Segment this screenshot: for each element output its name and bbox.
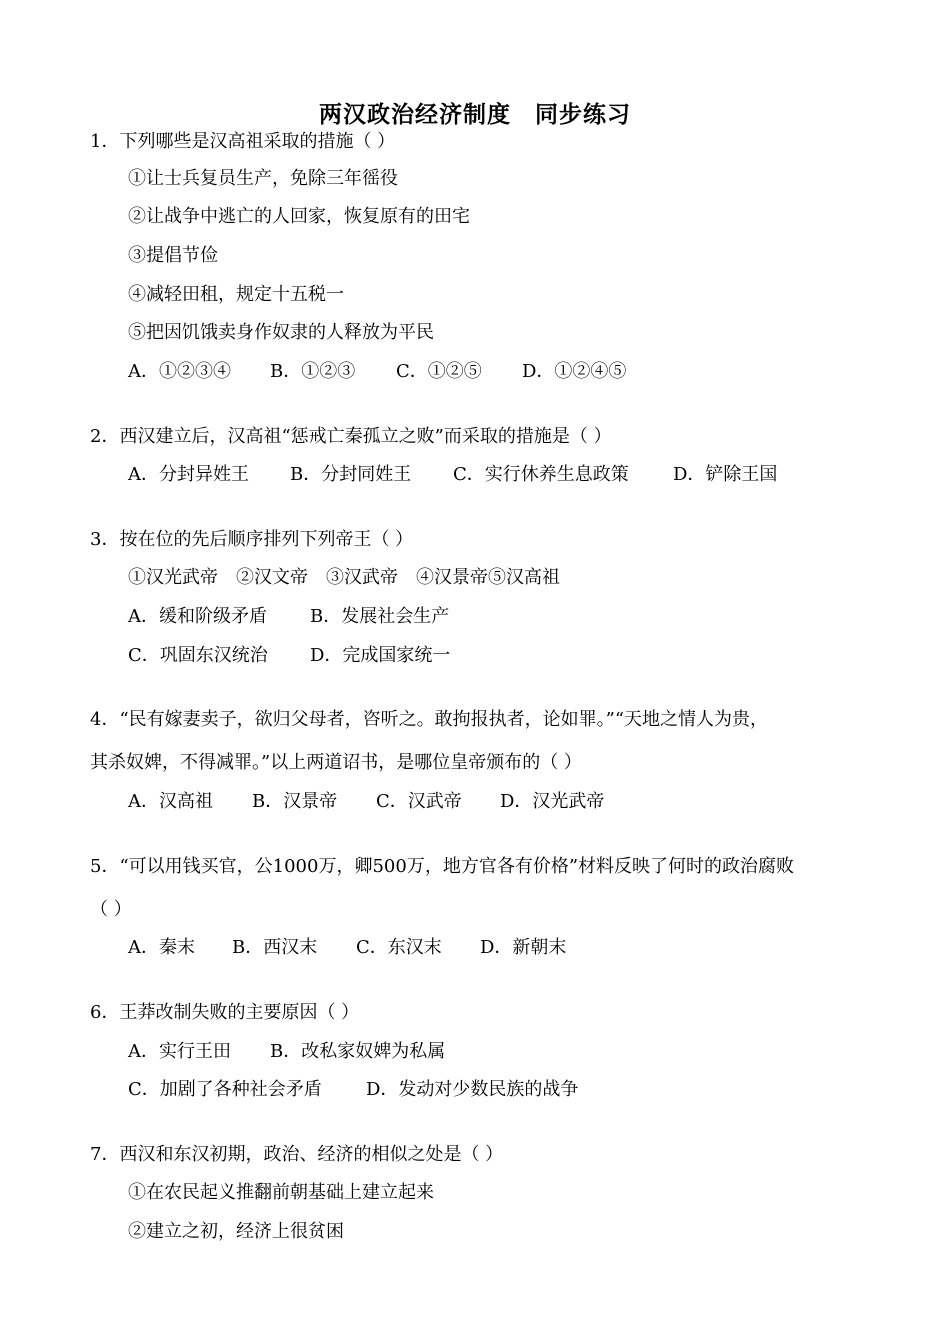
question-3-item-1: ①汉光武帝 ②汉文帝 ③汉武帝 ④汉景帝⑤汉高祖 (128, 567, 560, 588)
question-6-option-d[interactable]: D．发动对少数民族的战争 (366, 1079, 579, 1100)
question-4-option-b[interactable]: B．汉景帝 (252, 791, 338, 812)
question-5-option-c[interactable]: C．东汉末 (356, 937, 442, 958)
question-4-option-a[interactable]: A．汉高祖 (128, 791, 213, 812)
question-4-stem-line-1: 4．“民有嫁妻卖子，欲归父母者，咨听之。敢拘报执者，论如罪。”“天地之情人为贵， (90, 709, 769, 730)
question-4-option-c[interactable]: C．汉武帝 (376, 791, 462, 812)
question-1-item-4: ④减轻田租，规定十五税一 (128, 284, 344, 305)
question-6-options-row-2 (128, 1078, 578, 1102)
question-5-option-b[interactable]: B．西汉末 (232, 937, 318, 958)
question-3-option-d[interactable]: D．完成国家统一 (310, 645, 451, 666)
question-2-option-a[interactable]: A．分封异姓王 (128, 464, 249, 485)
question-1-options (128, 360, 626, 384)
question-2-option-d[interactable]: D．铲除王国 (673, 464, 778, 485)
question-6-option-a[interactable]: A．实行王田 (128, 1041, 231, 1062)
question-5-stem-line-1: 5．“可以用钱买官，公1000万，卿500万，地方官各有价格”材料反映了何时的政治腐败 (90, 856, 795, 877)
question-3-stem: 3．按在位的先后顺序排列下列帝王（ ） (90, 529, 414, 550)
question-1-item-2: ②让战争中逃亡的人回家，恢复原有的田宅 (128, 206, 470, 227)
question-4-stem-line-2: 其杀奴婢，不得减罪。”以上两道诏书，是哪位皇帝颁布的（ ） (90, 752, 582, 773)
question-2-option-c[interactable]: C．实行休养生息政策 (453, 464, 629, 485)
question-1-item-3: ③提倡节俭 (128, 245, 218, 266)
question-1-option-b[interactable]: B．①②③ (270, 361, 356, 382)
question-2-option-b[interactable]: B．分封同姓王 (290, 464, 412, 485)
question-3-option-c[interactable]: C．巩固东汉统治 (128, 645, 268, 666)
question-6-option-b[interactable]: B．改私家奴婢为私属 (270, 1041, 446, 1062)
question-6-option-c[interactable]: C．加剧了各种社会矛盾 (128, 1079, 322, 1100)
question-1-option-a[interactable]: A．①②③④ (128, 361, 231, 382)
question-2-stem: 2．西汉建立后，汉高祖“惩戒亡秦孤立之败”而采取的措施是（ ） (90, 426, 612, 447)
question-4-options (128, 790, 604, 814)
question-1-item-5: ⑤把因饥饿卖身作奴隶的人释放为平民 (128, 322, 434, 343)
question-1-option-d[interactable]: D．①②④⑤ (522, 361, 627, 382)
question-5-stem-line-2: （ ） (90, 899, 132, 920)
question-1-stem: 1．下列哪些是汉高祖采取的措施（ ） (90, 131, 396, 152)
question-6-options-row-1 (128, 1040, 445, 1064)
question-2-options (128, 463, 777, 487)
question-7-stem: 7．西汉和东汉初期，政治、经济的相似之处是（ ） (90, 1144, 504, 1165)
question-3-option-a[interactable]: A．缓和阶级矛盾 (128, 606, 267, 627)
question-5-options (128, 936, 566, 960)
question-3-options-row-1 (128, 605, 449, 629)
question-7-item-1: ①在农民起义推翻前朝基础上建立起来 (128, 1182, 434, 1203)
question-7-item-2: ②建立之初，经济上很贫困 (128, 1221, 344, 1242)
page-title: 两汉政治经济制度 同步练习 (319, 102, 631, 128)
question-1-item-1: ①让士兵复员生产，免除三年徭役 (128, 168, 398, 189)
question-5-option-d[interactable]: D．新朝末 (480, 937, 567, 958)
question-3-option-b[interactable]: B．发展社会生产 (310, 606, 450, 627)
question-4-option-d[interactable]: D．汉光武帝 (500, 791, 605, 812)
question-5-option-a[interactable]: A．秦末 (128, 937, 195, 958)
question-6-stem: 6．王莽改制失败的主要原因（ ） (90, 1002, 360, 1023)
question-1-option-c[interactable]: C．①②⑤ (396, 361, 482, 382)
question-3-options-row-2 (128, 644, 450, 668)
